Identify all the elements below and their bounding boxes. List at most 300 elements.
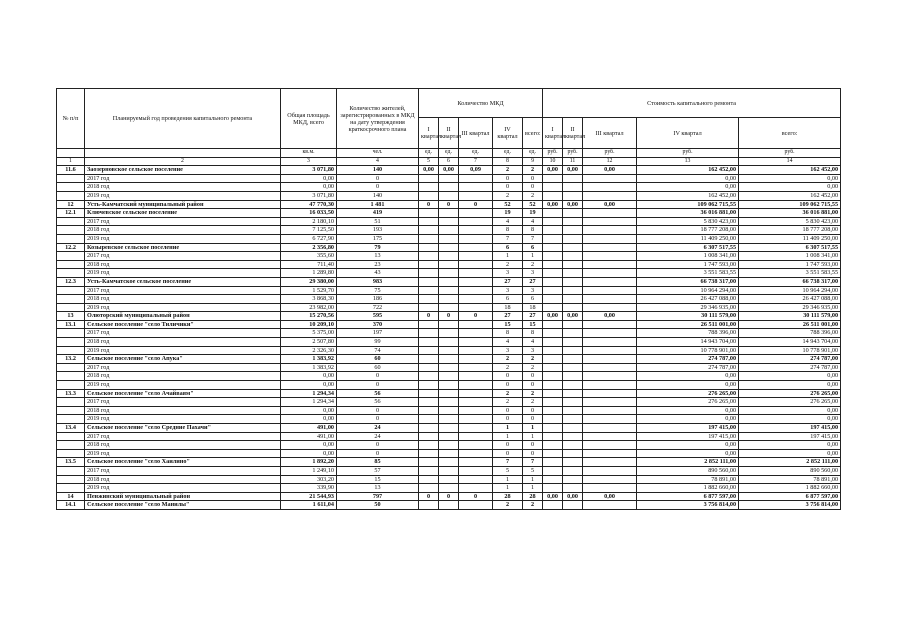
cell-cost-q1	[543, 363, 563, 372]
cell-count-total: 7	[523, 234, 543, 243]
cell-year: 2019 год	[85, 381, 281, 390]
cell-year: 2017 год	[85, 252, 281, 261]
cell-count-q4: 8	[493, 226, 523, 235]
cell-count-q2	[439, 346, 459, 355]
cell-cost-q3	[583, 441, 637, 450]
cell-count-q3	[459, 183, 493, 192]
cell-count-total: 1	[523, 424, 543, 433]
cell-count-total: 2	[523, 191, 543, 200]
cell-cost-total: 26 511 001,00	[739, 320, 841, 329]
cell-count-q4: 15	[493, 320, 523, 329]
cell-residents: 0	[337, 183, 419, 192]
cell-count-q3	[459, 277, 493, 286]
cell-cost-q3	[583, 381, 637, 390]
cell-area: 1 529,70	[281, 286, 337, 295]
cell-residents: 983	[337, 277, 419, 286]
cell-residents: 13	[337, 484, 419, 493]
cell-count-q4: 2	[493, 389, 523, 398]
cell-cost-total: 109 062 715,55	[739, 200, 841, 209]
cell-cost-q2	[563, 372, 583, 381]
cell-num	[57, 286, 85, 295]
cell-count-q2	[439, 363, 459, 372]
cell-cost-q2	[563, 475, 583, 484]
cell-count-q4: 3	[493, 346, 523, 355]
cell-year: 2018 год	[85, 226, 281, 235]
cell-cost-q3	[583, 243, 637, 252]
cell-count-q4: 2	[493, 501, 523, 510]
cell-cost-q1	[543, 191, 563, 200]
column-numbers-row	[57, 157, 841, 166]
cell-cost-q4: руб.	[637, 149, 739, 158]
cell-cost-q3	[583, 389, 637, 398]
cell-cost-total: 0,00	[739, 372, 841, 381]
cell-count-q4: 2	[493, 398, 523, 407]
cell-count-total: 1	[523, 475, 543, 484]
cell-cost-total: 162 452,00	[739, 191, 841, 200]
cell-num	[57, 217, 85, 226]
cell-cost-q1	[543, 424, 563, 433]
cell-cost-q4: 0,00	[637, 415, 739, 424]
cell-cost-q1	[543, 406, 563, 415]
table-row	[57, 415, 841, 424]
cell-cost-q2	[563, 346, 583, 355]
cell-num	[57, 363, 85, 372]
cell-cost-q2: 11	[563, 157, 583, 166]
cell-residents: 23	[337, 260, 419, 269]
cell-year: 2019 год	[85, 269, 281, 278]
cell-area: 3 868,30	[281, 295, 337, 304]
cell-count-q1: 5	[419, 157, 439, 166]
cell-num	[57, 415, 85, 424]
cell-cost-q3	[583, 260, 637, 269]
cell-count-q2	[439, 466, 459, 475]
cell-area: 491,00	[281, 424, 337, 433]
cell-year: 2019 год	[85, 191, 281, 200]
cell-count-q1: 0	[419, 312, 439, 321]
cell-area: 0,00	[281, 449, 337, 458]
cell-num: 12	[57, 200, 85, 209]
cell-year: 2019 год	[85, 303, 281, 312]
cell-count-q1	[419, 406, 439, 415]
cell-num: 13	[57, 312, 85, 321]
cell-count-q1	[419, 501, 439, 510]
cell-count-q2: 0	[439, 492, 459, 501]
cell-count-q3	[459, 501, 493, 510]
table-header	[57, 89, 841, 149]
cell-cost-q1	[543, 449, 563, 458]
cell-count-q3	[459, 226, 493, 235]
cell-count-q1	[419, 389, 439, 398]
cell-count-total: 2	[523, 398, 543, 407]
table-row	[57, 441, 841, 450]
cell-year: 2017 год	[85, 217, 281, 226]
cell-cost-q3	[583, 226, 637, 235]
cell-cost-q3	[583, 269, 637, 278]
cell-count-total: 0	[523, 183, 543, 192]
cell-residents: 797	[337, 492, 419, 501]
cell-count-q4: 0	[493, 381, 523, 390]
cell-area: 2 507,80	[281, 338, 337, 347]
table-row-subtotal	[57, 166, 841, 175]
cell-year: 2017 год	[85, 398, 281, 407]
cell-cost-q3	[583, 475, 637, 484]
cell-num: 12.1	[57, 209, 85, 218]
cell-count-q4: 2	[493, 166, 523, 175]
cell-count-q4: 2	[493, 355, 523, 364]
cell-count-q3	[459, 424, 493, 433]
cell-area: 3 071,80	[281, 166, 337, 175]
cell-num	[57, 484, 85, 493]
cell-num	[57, 149, 85, 158]
cell-cost-q1	[543, 277, 563, 286]
cell-area: 0,00	[281, 406, 337, 415]
cell-count-total: 3	[523, 286, 543, 295]
cell-count-q4: 0	[493, 372, 523, 381]
cell-residents: 0	[337, 372, 419, 381]
cell-area: 0,00	[281, 183, 337, 192]
cell-residents: 24	[337, 424, 419, 433]
cell-area: 3	[281, 157, 337, 166]
cell-cost-q1	[543, 475, 563, 484]
cell-count-total: 2	[523, 389, 543, 398]
cell-count-q2	[439, 441, 459, 450]
cell-cost-total: 14 943 704,00	[739, 338, 841, 347]
cell-num	[57, 432, 85, 441]
cell-count-q4: 7	[493, 458, 523, 467]
table-row-subtotal	[57, 200, 841, 209]
cell-cost-q1	[543, 217, 563, 226]
table-row	[57, 217, 841, 226]
cell-count-q2	[439, 338, 459, 347]
cell-cost-q4: 1 882 660,00	[637, 484, 739, 493]
cell-count-q3	[459, 260, 493, 269]
cell-area: 0,00	[281, 441, 337, 450]
cell-cost-q4: 3 551 583,55	[637, 269, 739, 278]
cell-count-q1	[419, 260, 439, 269]
cell-count-q3	[459, 432, 493, 441]
cell-area: 1 294,34	[281, 389, 337, 398]
cell-cost-q2	[563, 484, 583, 493]
cell-cost-q3: 0,00	[583, 492, 637, 501]
cell-num	[57, 406, 85, 415]
cell-area: 2 180,10	[281, 217, 337, 226]
cell-cost-q3	[583, 449, 637, 458]
cell-area: 29 380,00	[281, 277, 337, 286]
cell-cost-total: 0,00	[739, 174, 841, 183]
cell-cost-q1	[543, 484, 563, 493]
cell-count-q3	[459, 458, 493, 467]
cell-cost-q3	[583, 501, 637, 510]
cell-residents: 99	[337, 338, 419, 347]
cell-year: Усть-Камчатское сельское поселение	[85, 277, 281, 286]
cell-residents: 722	[337, 303, 419, 312]
cell-year: Ключевское сельское поселение	[85, 209, 281, 218]
cell-cost-q4: 66 738 317,00	[637, 277, 739, 286]
table-row-subtotal	[57, 458, 841, 467]
cell-count-total: 2	[523, 363, 543, 372]
cell-count-q2: 0	[439, 312, 459, 321]
table-row-subtotal	[57, 355, 841, 364]
cell-cost-q1: 0,00	[543, 200, 563, 209]
cell-cost-q4: 0,00	[637, 381, 739, 390]
cell-cost-total: 6 877 597,00	[739, 492, 841, 501]
cell-cost-q1	[543, 320, 563, 329]
cell-cost-q4: 274 787,00	[637, 355, 739, 364]
table-row	[57, 475, 841, 484]
cell-count-q4: 7	[493, 234, 523, 243]
cell-num	[57, 252, 85, 261]
cell-cost-q1	[543, 329, 563, 338]
cell-residents: 13	[337, 252, 419, 261]
cell-count-q2	[439, 269, 459, 278]
cell-cost-q2	[563, 295, 583, 304]
table-row	[57, 252, 841, 261]
cell-residents: 0	[337, 174, 419, 183]
cell-cost-q3	[583, 346, 637, 355]
cell-count-q4: 0	[493, 174, 523, 183]
cell-year: Сельское поселение "село Тиличики"	[85, 320, 281, 329]
cell-cost-q4: 30 111 579,00	[637, 312, 739, 321]
cell-area: 303,20	[281, 475, 337, 484]
cell-count-q2	[439, 260, 459, 269]
cell-count-total: 0	[523, 381, 543, 390]
cell-count-q1	[419, 346, 439, 355]
cell-cost-q4: 11 409 250,00	[637, 234, 739, 243]
cell-cost-total: руб.	[739, 149, 841, 158]
cell-area: 491,00	[281, 432, 337, 441]
cell-cost-q4: 29 346 935,00	[637, 303, 739, 312]
cell-count-q2	[439, 501, 459, 510]
cell-year: 2017 год	[85, 363, 281, 372]
cell-count-q4: 1	[493, 432, 523, 441]
cell-cost-q1: руб.	[543, 149, 563, 158]
cell-count-q3	[459, 252, 493, 261]
cell-count-q4: 2	[493, 191, 523, 200]
table-row-subtotal	[57, 243, 841, 252]
cell-cost-q1	[543, 466, 563, 475]
cell-area: 0,00	[281, 381, 337, 390]
cell-num	[57, 191, 85, 200]
cell-cost-total: 2 852 111,00	[739, 458, 841, 467]
cell-cost-q2	[563, 217, 583, 226]
cell-count-q1	[419, 338, 439, 347]
cell-cost-q2	[563, 209, 583, 218]
cell-cost-q3	[583, 363, 637, 372]
cell-count-q2	[439, 424, 459, 433]
cell-cost-q3	[583, 252, 637, 261]
header-cost-q3: III квартал	[583, 118, 637, 149]
cell-num: 11.6	[57, 166, 85, 175]
cell-cost-q1	[543, 338, 563, 347]
cell-year: 2017 год	[85, 329, 281, 338]
table-row	[57, 346, 841, 355]
header-count-q3: III квартал	[459, 118, 493, 149]
cell-area: 6 727,90	[281, 234, 337, 243]
cell-count-q1	[419, 381, 439, 390]
cell-num	[57, 226, 85, 235]
cell-count-q4: 6	[493, 243, 523, 252]
cell-count-q3	[459, 286, 493, 295]
header-residents: Количество жителей, зарегистрированных в МКД на дату утверждения краткосрочного плана	[337, 89, 419, 149]
cell-area: 5 375,00	[281, 329, 337, 338]
cell-cost-total: 274 787,00	[739, 355, 841, 364]
cell-cost-q3	[583, 458, 637, 467]
cell-count-total: 52	[523, 200, 543, 209]
cell-count-total: 7	[523, 458, 543, 467]
cell-cost-total: 0,00	[739, 406, 841, 415]
cell-area: 2 326,30	[281, 346, 337, 355]
cell-cost-q4: 109 062 715,55	[637, 200, 739, 209]
cell-residents: 43	[337, 269, 419, 278]
cell-count-q2	[439, 398, 459, 407]
cell-cost-total: 197 415,00	[739, 432, 841, 441]
cell-residents: чел.	[337, 149, 419, 158]
cell-cost-total: 6 307 517,55	[739, 243, 841, 252]
cell-cost-total: 14	[739, 157, 841, 166]
cell-cost-q3	[583, 338, 637, 347]
cell-cost-q4: 10 964 294,00	[637, 286, 739, 295]
cell-count-q3	[459, 174, 493, 183]
cell-residents: 79	[337, 243, 419, 252]
cell-count-q3	[459, 217, 493, 226]
cell-cost-q3: 0,00	[583, 200, 637, 209]
cell-count-total: 0	[523, 372, 543, 381]
cell-area: кв.м.	[281, 149, 337, 158]
repair-plan-table	[56, 88, 841, 510]
cell-cost-q1	[543, 458, 563, 467]
cell-count-q4: 8	[493, 329, 523, 338]
table-row	[57, 260, 841, 269]
table-row-subtotal	[57, 277, 841, 286]
cell-count-q2	[439, 406, 459, 415]
cell-cost-q4: 26 427 088,00	[637, 295, 739, 304]
cell-count-q3	[459, 484, 493, 493]
cell-year: 2018 год	[85, 338, 281, 347]
cell-count-total: 9	[523, 157, 543, 166]
table-row	[57, 295, 841, 304]
cell-count-q3	[459, 449, 493, 458]
cell-cost-total: 788 396,00	[739, 329, 841, 338]
cell-num	[57, 372, 85, 381]
cell-count-q1	[419, 458, 439, 467]
cell-num: 13.5	[57, 458, 85, 467]
cell-cost-q1	[543, 286, 563, 295]
table-row-subtotal	[57, 312, 841, 321]
cell-cost-q2	[563, 432, 583, 441]
cell-cost-q3	[583, 320, 637, 329]
cell-count-q1	[419, 398, 439, 407]
cell-year: 2019 год	[85, 346, 281, 355]
cell-cost-q3: 0,00	[583, 166, 637, 175]
cell-cost-total: 30 111 579,00	[739, 312, 841, 321]
cell-count-q4: 0	[493, 406, 523, 415]
cell-residents: 60	[337, 363, 419, 372]
cell-count-q3	[459, 295, 493, 304]
cell-count-q2	[439, 243, 459, 252]
cell-year	[85, 149, 281, 158]
cell-num	[57, 398, 85, 407]
cell-year: 2018 год	[85, 260, 281, 269]
cell-cost-total: 1 747 593,00	[739, 260, 841, 269]
cell-cost-q1	[543, 209, 563, 218]
cell-count-q1	[419, 484, 439, 493]
cell-count-q4: 1	[493, 424, 523, 433]
cell-count-q3: 0	[459, 200, 493, 209]
cell-num	[57, 329, 85, 338]
cell-cost-total: 890 560,00	[739, 466, 841, 475]
cell-cost-q1	[543, 381, 563, 390]
cell-cost-total: 162 452,00	[739, 166, 841, 175]
cell-residents: 74	[337, 346, 419, 355]
table-row-subtotal	[57, 501, 841, 510]
cell-area: 16 033,50	[281, 209, 337, 218]
cell-cost-q3	[583, 209, 637, 218]
cell-count-q2	[439, 295, 459, 304]
cell-cost-total: 11 409 250,00	[739, 234, 841, 243]
cell-area: 0,00	[281, 174, 337, 183]
cell-cost-q2	[563, 252, 583, 261]
cell-cost-q4: 276 265,00	[637, 389, 739, 398]
cell-cost-q2	[563, 269, 583, 278]
cell-residents: 85	[337, 458, 419, 467]
cell-cost-q1	[543, 226, 563, 235]
cell-count-q2	[439, 217, 459, 226]
cell-cost-q2	[563, 449, 583, 458]
cell-residents: 1 481	[337, 200, 419, 209]
cell-cost-q2	[563, 174, 583, 183]
cell-cost-q3	[583, 295, 637, 304]
cell-num	[57, 183, 85, 192]
table-body	[57, 149, 841, 510]
cell-count-q1	[419, 329, 439, 338]
cell-cost-q4: 18 777 208,00	[637, 226, 739, 235]
cell-cost-total: 66 738 317,00	[739, 277, 841, 286]
cell-residents: 197	[337, 329, 419, 338]
cell-count-total: 2	[523, 166, 543, 175]
cell-cost-q3	[583, 415, 637, 424]
cell-count-total: 8	[523, 329, 543, 338]
cell-residents: 0	[337, 441, 419, 450]
cell-cost-total: 276 265,00	[739, 398, 841, 407]
cell-cost-q2: руб.	[563, 149, 583, 158]
cell-area: 0,00	[281, 372, 337, 381]
cell-cost-q1	[543, 252, 563, 261]
cell-count-q3	[459, 355, 493, 364]
cell-cost-total: 1 008 341,00	[739, 252, 841, 261]
cell-num	[57, 381, 85, 390]
cell-cost-q4: 14 943 704,00	[637, 338, 739, 347]
cell-count-q4: 52	[493, 200, 523, 209]
cell-area: 1 249,10	[281, 466, 337, 475]
cell-cost-q1	[543, 398, 563, 407]
table-row	[57, 449, 841, 458]
cell-count-q2	[439, 252, 459, 261]
cell-year: 2019 год	[85, 484, 281, 493]
cell-count-q4: 4	[493, 217, 523, 226]
cell-cost-q3	[583, 432, 637, 441]
cell-cost-q2	[563, 226, 583, 235]
cell-count-q1	[419, 320, 439, 329]
cell-count-q1	[419, 269, 439, 278]
cell-cost-q4: 0,00	[637, 441, 739, 450]
cell-count-total: 18	[523, 303, 543, 312]
header-count-q4: IV квартал	[493, 118, 523, 149]
cell-cost-q2	[563, 355, 583, 364]
cell-cost-q1	[543, 432, 563, 441]
cell-cost-q1	[543, 355, 563, 364]
cell-count-q3	[459, 398, 493, 407]
cell-cost-q3	[583, 174, 637, 183]
